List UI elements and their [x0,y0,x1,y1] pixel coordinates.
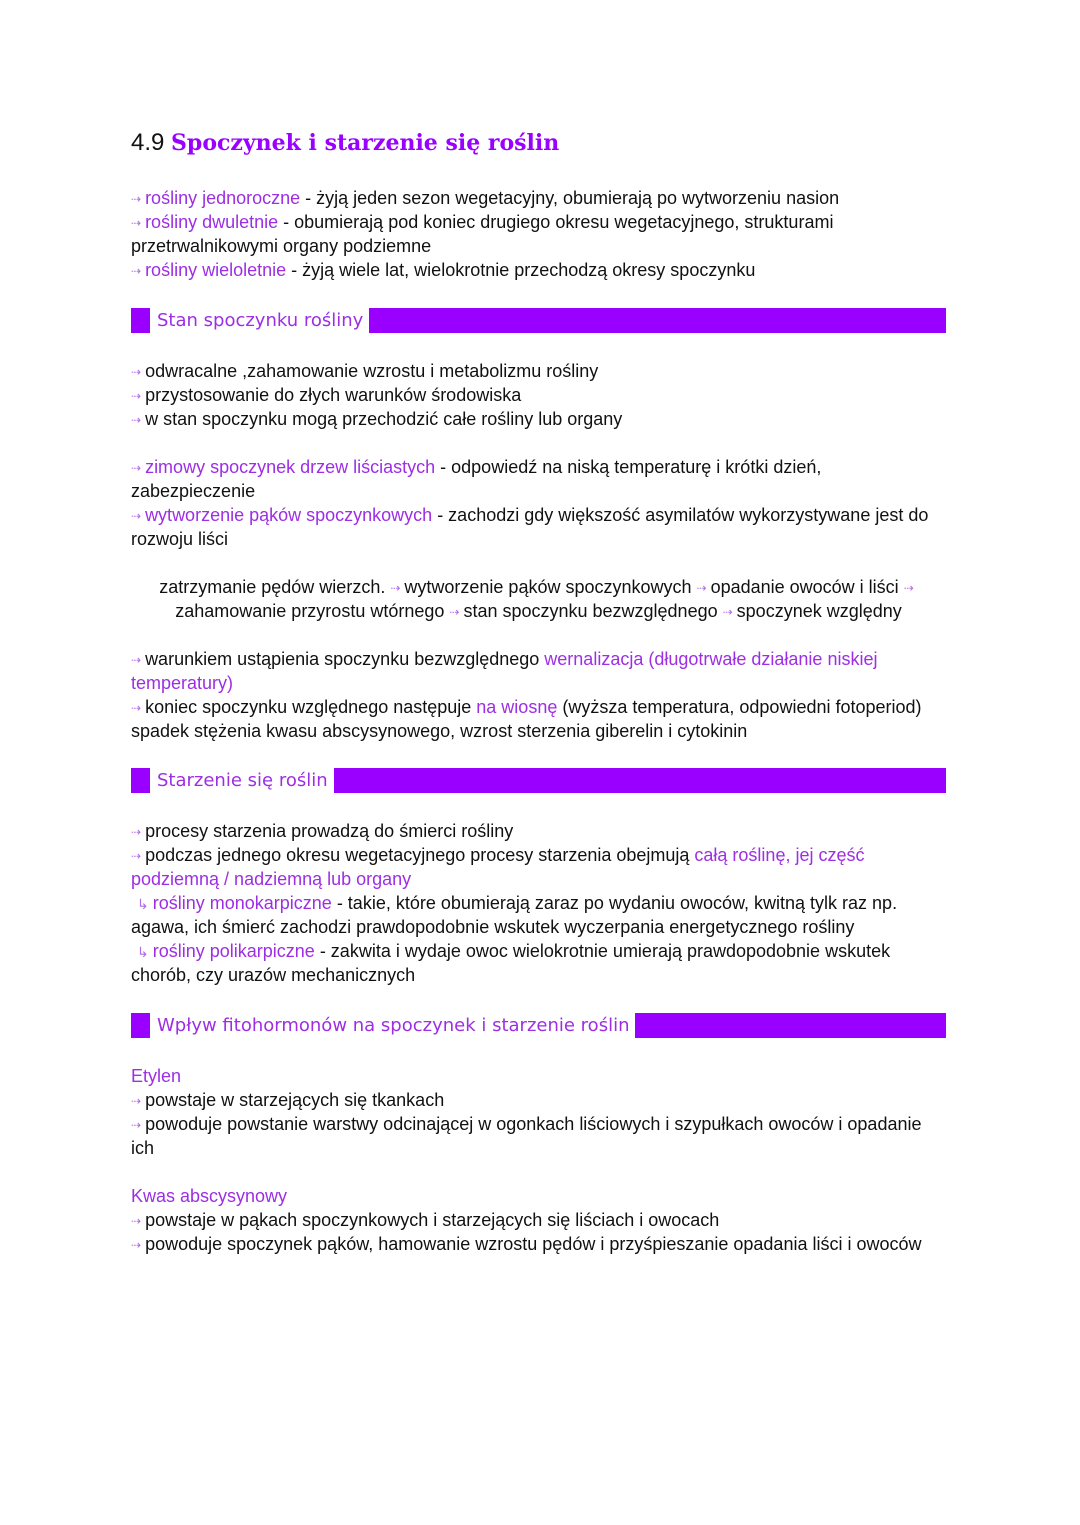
arrow-right-icon: ⇢ [131,365,142,379]
heading-bar [369,308,946,333]
heading-square-marker [131,1013,150,1038]
text-line [131,671,946,695]
arrow-right-icon: ⇢ [696,581,707,595]
arrow-right-icon: ⇢ [131,413,142,427]
text-segment: chorób, czy urazów mechanicznych [131,965,416,985]
paragraph-spoczynek-cechy [131,359,946,431]
text-line [131,1232,946,1256]
text-line [131,359,946,383]
text-line [131,210,946,234]
heading-text: Stan spoczynku rośliny [157,310,364,331]
text-segment: odwracalne ,zahamowanie wzrostu i metabolizmu rośliny [145,361,599,381]
text-line [131,719,946,743]
section-heading-fitohormony [131,1013,946,1038]
heading-bar [334,768,946,793]
text-segment: - zakwita i wydaje owoc wielokrotnie umierają prawdopodobnie wskutek [314,941,891,961]
text-line [131,915,946,939]
text-segment: powoduje spoczynek pąków, hamowanie wzrostu pędów i przyśpieszanie opadania liści i owoców [145,1234,922,1254]
text-line [131,527,946,551]
highlighted-term: temperatury) [131,673,234,693]
highlighted-term: podziemną / nadziemną lub organy [131,869,412,889]
text-line [131,258,946,282]
paragraph-zimowy-spoczynek [131,455,946,551]
text-segment: (wyższa temperatura, odpowiedni fotoperiod) [557,697,922,717]
arrow-right-icon: ⇢ [903,581,914,595]
heading-bar [635,1013,946,1038]
highlighted-term: całą roślinę, jej część [694,845,865,865]
text-segment: powstaje w starzejących się tkankach [145,1090,445,1110]
text-segment: - zachodzi gdy większość asymilatów wykorzystywane jest do [432,505,929,525]
arrow-right-icon: ⇢ [449,605,460,619]
arrow-right-icon: ⇢ [131,216,142,230]
section-heading-stan-spoczynku [131,308,946,333]
arrow-right-icon: ⇢ [131,461,142,475]
highlighted-term: rośliny jednoroczne [145,188,301,208]
highlighted-term: rośliny dwuletnie [145,212,279,232]
paragraph-intro [131,186,946,282]
text-line [131,599,946,623]
text-line [131,843,946,867]
heading-text: Starzenie się roślin [157,770,328,791]
arrow-right-icon: ⇢ [131,192,142,206]
paragraph-etylen [131,1064,946,1160]
arrow-right-icon: ⇢ [131,701,142,715]
text-segment: opadanie owoców i liści [710,577,904,597]
text-segment: rozwoju liści [131,529,229,549]
arrow-right-icon: ⇢ [131,264,142,278]
text-line [131,234,946,258]
text-segment: koniec spoczynku względnego następuje [145,697,477,717]
paragraph-ustapienie-spoczynku [131,647,946,743]
text-line [131,407,946,431]
section-heading-starzenie [131,768,946,793]
text-segment: w stan spoczynku mogą przechodzić całe rośliny lub organy [145,409,623,429]
highlighted-term: rośliny wieloletnie [145,260,287,280]
text-line [131,867,946,891]
text-line [131,695,946,719]
text-line [131,503,946,527]
page-title [131,128,946,158]
arrow-right-icon: ⇢ [131,825,142,839]
section-title: Spoczynek i starzenie się roślin [171,130,560,156]
text-segment: - takie, które obumierają zaraz po wydaniu owoców, kwitną tylk raz np. [331,893,898,913]
text-segment: - obumierają pod koniec drugiego okresu wegetacyjnego, strukturami [278,212,834,232]
arrow-right-icon: ⇢ [131,1238,142,1252]
heading-square-marker [131,308,150,333]
highlighted-term: Etylen [131,1066,182,1086]
text-line [131,1064,946,1088]
text-segment: ich [131,1138,155,1158]
text-line [131,891,946,915]
text-segment: zatrzymanie pędów wierzch. [159,577,391,597]
paragraph-sekwencja [131,575,946,623]
arrow-right-icon: ⇢ [131,1118,142,1132]
highlighted-term: wernalizacja (długotrwałe działanie niskiej [544,649,878,669]
paragraph-starzenie-opis [131,819,946,987]
text-segment: podczas jednego okresu wegetacyjnego procesy starzenia obejmują [145,845,695,865]
text-line [131,455,946,479]
arrow-right-icon: ⇢ [131,653,142,667]
text-line [131,1112,946,1136]
text-segment: powstaje w pąkach spoczynkowych i starzejących się liściach i owocach [145,1210,720,1230]
arrow-right-icon: ⇢ [722,605,733,619]
text-segment: warunkiem ustąpienia spoczynku bezwzględnego [145,649,545,669]
text-segment: przetrwalnikowymi organy podziemne [131,236,432,256]
text-line [131,1208,946,1232]
arrow-right-icon: ⇢ [390,581,401,595]
text-line [131,963,946,987]
text-segment: - odpowiedź na niską temperaturę i krótki dzień, [435,457,822,477]
highlighted-term: wytworzenie pąków spoczynkowych [145,505,433,525]
arrow-right-icon: ⇢ [131,1214,142,1228]
text-segment: zabezpieczenie [131,481,256,501]
text-line [131,479,946,503]
highlighted-term: rośliny polikarpiczne [152,941,315,961]
text-line [131,819,946,843]
text-line [131,1088,946,1112]
arrow-right-icon: ⇢ [131,509,142,523]
text-segment: stan spoczynku bezwzględnego [463,601,723,621]
text-segment: wytworzenie pąków spoczynkowych [404,577,697,597]
text-segment: zahamowanie przyrostu wtórnego [175,601,450,621]
text-segment: spoczynek względny [736,601,902,621]
text-line [131,1184,946,1208]
sub-arrow-icon: ↳ [137,896,149,912]
text-segment: - żyją wiele lat, wielokrotnie przechodzą okresy spoczynku [286,260,756,280]
text-segment: agawa, ich śmierć zachodzi prawdopodobnie wskutek wyczerpania energetycznego rośliny [131,917,855,937]
text-segment: spadek stężenia kwasu abscysynowego, wzrost sterzenia giberelin i cytokinin [131,721,748,741]
arrow-right-icon: ⇢ [131,849,142,863]
text-line [131,939,946,963]
text-line [131,575,946,599]
paragraph-kwas-abscysynowy [131,1184,946,1256]
heading-text: Wpływ fitohormonów na spoczynek i starzenie roślin [157,1015,630,1036]
text-line [131,1136,946,1160]
text-segment: powoduje powstanie warstwy odcinającej w ogonkach liściowych i szypułkach owoców i opadanie [145,1114,922,1134]
sub-arrow-icon: ↳ [137,944,149,960]
text-segment: procesy starzenia prowadzą do śmierci rośliny [145,821,514,841]
text-segment: - żyją jeden sezon wegetacyjny, obumierają po wytworzeniu nasion [300,188,840,208]
text-line [131,186,946,210]
arrow-right-icon: ⇢ [131,1094,142,1108]
section-number: 4.9 [131,129,165,156]
heading-square-marker [131,768,150,793]
text-line [131,647,946,671]
text-line [131,383,946,407]
highlighted-term: rośliny monokarpiczne [152,893,332,913]
arrow-right-icon: ⇢ [131,389,142,403]
text-segment: przystosowanie do złych warunków środowiska [145,385,522,405]
highlighted-term: zimowy spoczynek drzew liściastych [145,457,436,477]
highlighted-term: Kwas abscysynowy [131,1186,288,1206]
highlighted-term: na wiosnę [476,697,558,717]
